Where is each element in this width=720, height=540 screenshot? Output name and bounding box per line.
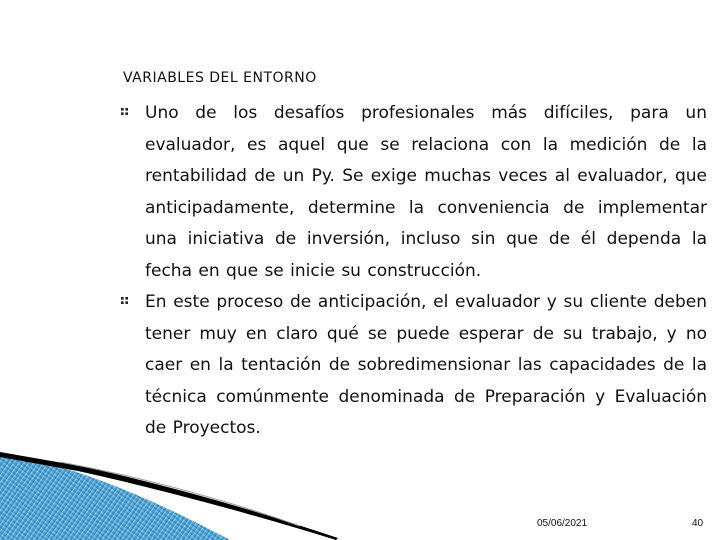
bullet-list: [145, 98, 707, 445]
bullet-item: [145, 98, 707, 287]
decorative-wave-graphic: [0, 440, 340, 540]
footer-date: 05/06/2021: [537, 518, 588, 529]
square-bullet-icon: [121, 297, 128, 304]
bullet-text: Uno de los desafíos profesionales más difíciles, para un evaluador, es aquel que se relaciona con la medición de la rentabilidad de un Py. Se exige muchas veces al evaluador, que anticipadamente, determine la conveniencia de implementar una iniciativa de inversión, incluso sin que de él dependa la fecha en que se inicie su construcción.: [145, 103, 707, 281]
bullet-text: En este proceso de anticipación, el evaluador y su cliente deben tener muy en claro qué se puede esperar de su trabajo, y no caer en la tentación de sobredimensionar las capacidades de la técnica comúnmente denominada de Preparación y Evaluación de Proyectos.: [145, 292, 707, 438]
bullet-item: [145, 287, 707, 445]
page-number: 40: [692, 518, 704, 529]
slide-title: VARIABLES DEL ENTORNO: [123, 70, 317, 86]
square-bullet-icon: [121, 108, 128, 115]
